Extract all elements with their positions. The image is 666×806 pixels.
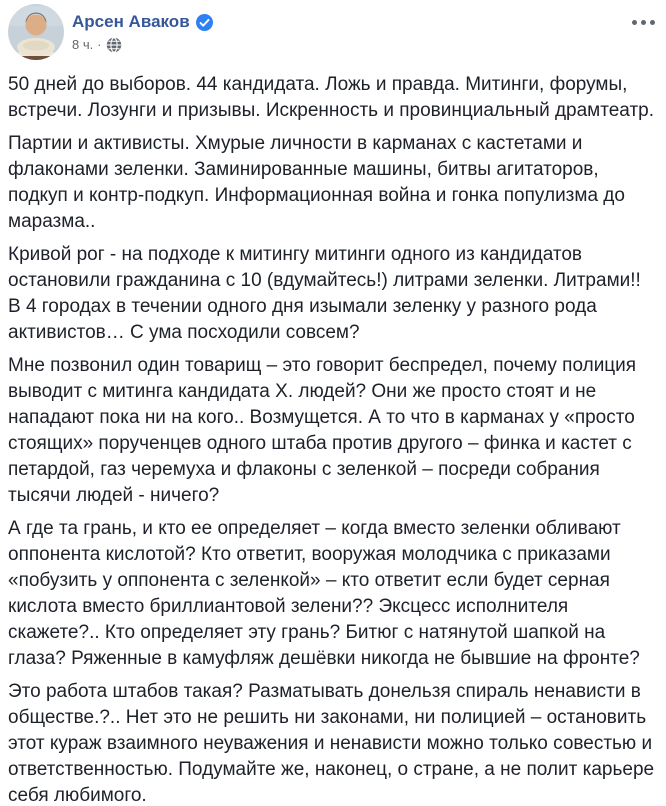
ellipsis-icon: [650, 20, 655, 25]
meta-separator: ·: [97, 37, 102, 52]
globe-icon: [106, 37, 122, 53]
ellipsis-icon: [641, 20, 646, 25]
name-row: [72, 11, 658, 33]
post-paragraph: Кривой рог - на подходе к митингу митинги одного из кандидатов остановили гражданина с 10 (вдумайтесь!) литрами зеленки. Литрами!! В 4 городах в течении одного дня изымали зеленку у разного рода активистов… С ума посходили совсем?: [8, 244, 647, 343]
author-name-link[interactable]: Арсен Аваков: [72, 12, 190, 31]
post-header: [0, 0, 666, 60]
post-paragraph: Партии и активисты. Хмурые личности в карманах с кастетами и флаконами зеленки. Заминированные машины, битвы агитаторов, подкуп и контр-подкуп. Информационная война и гонка популизма до маразма..: [8, 133, 631, 232]
ellipsis-icon: [632, 20, 637, 25]
post-paragraph: Мне позвонил один товарищ – это говорит беспредел, почему полиция выводит с митинга кандидата Х. людей? Они же просто стоят и не нападают пока ни на кого.. Возмущется. А то что в карманах у «просто стоящих» порученцев одного штаба против другого – финка и кастет с петардой, газ черемуха и флаконы с зеленкой – посреди собрания тысячи людей - ничего?: [8, 355, 642, 506]
post-paragraph: А где та грань, и кто ее определяет – когда вместо зеленки обливают оппонента кислотой? Кто ответит, вооружая молодчика с приказами «побузить у оппонента с зеленкой» – кто ответит если будет серная кислота вместо бриллиантовой зелени?? Эксцесс исполнителя скажете?.. Кто определяет эту грань? Битюг с натянутой шапкой на глаза? Ряженные в камуфляж дешёвки никогда не бывшие на фронте?: [8, 518, 640, 669]
post-content: [0, 72, 666, 806]
post-paragraph: 50 дней до выборов. 44 кандидата. Ложь и правда. Митинги, форумы, встречи. Лозунги и призывы. Искренность и провинциальный драмтеатр.: [8, 74, 654, 121]
verified-icon: [196, 14, 213, 31]
avatar[interactable]: [8, 4, 64, 60]
profile-photo-icon: [8, 4, 64, 60]
post-options-button[interactable]: [627, 10, 659, 34]
timestamp-link[interactable]: 8 ч.: [72, 37, 94, 52]
post-meta: [72, 36, 658, 53]
header-text: [72, 4, 658, 53]
post-paragraph: Это работа штабов такая? Разматывать донельзя спираль ненависти в обществе.?.. Нет это не решить ни законами, ни полицией – остановить этот кураж взаимного неуважения и ненависти можно только совестью и ответственностью. Подумайте же, наконец, о стране, а не полит карьере себя любимого.: [8, 681, 660, 806]
